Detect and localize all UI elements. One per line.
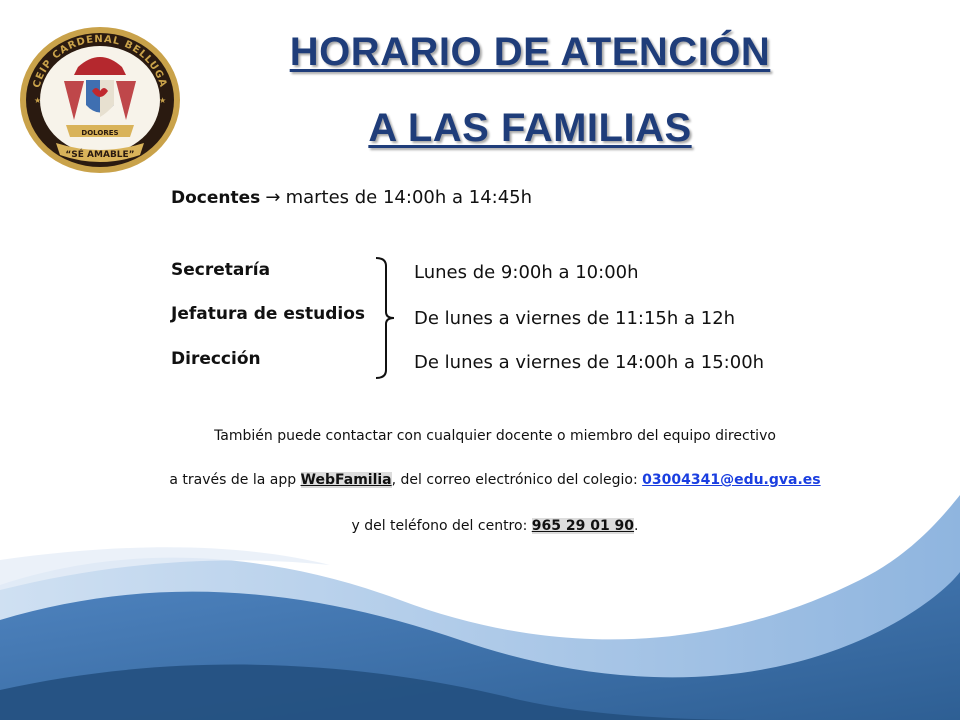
office-label-secretaria: Secretaría	[171, 260, 271, 280]
arrow-icon: →	[265, 187, 281, 208]
logo-top-text: CEIP CARDENAL BELLUGA	[31, 33, 169, 90]
docentes-label: Docentes	[171, 188, 261, 208]
contact-line-3-prefix: y del teléfono del centro:	[351, 518, 532, 534]
office-label-direccion: Dirección	[171, 349, 261, 369]
contact-line-3	[0, 518, 960, 534]
contact-line-3-suffix: .	[634, 518, 639, 534]
contact-line-1: También puede contactar con cualquier docente o miembro del equipo directivo	[214, 428, 776, 444]
contact-line-2-middle: , del correo electrónico del colegio:	[391, 472, 643, 488]
bracket-icon	[372, 256, 396, 380]
page-title-line-2: A LAS FAMILIAS	[368, 106, 692, 150]
logo-motto: “SÉ AMABLE”	[65, 150, 135, 160]
docentes-hours: martes de 14:00h a 14:45h	[285, 187, 533, 208]
logo-ribbon-text: DOLORES	[81, 129, 119, 137]
app-link[interactable]: WebFamilia	[300, 472, 392, 488]
page-title-line-1: HORARIO DE ATENCIÓN	[289, 30, 771, 74]
office-hours-1: Lunes de 9:00h a 10:00h	[414, 262, 639, 283]
office-hours-3: De lunes a viernes de 14:00h a 15:00h	[414, 352, 765, 373]
contact-line-2	[0, 472, 960, 488]
email-link[interactable]: 03004341@edu.gva.es	[642, 472, 821, 488]
phone-link[interactable]: 965 29 01 90	[531, 518, 635, 534]
office-label-jefatura: Jefatura de estudios	[171, 304, 366, 324]
contact-line-2-prefix: a través de la app	[169, 472, 301, 488]
school-logo	[18, 25, 182, 175]
docentes-row	[171, 187, 532, 208]
svg-text:★: ★	[34, 96, 42, 105]
svg-text:★: ★	[159, 96, 167, 105]
office-hours-2: De lunes a viernes de 11:15h a 12h	[414, 308, 736, 329]
